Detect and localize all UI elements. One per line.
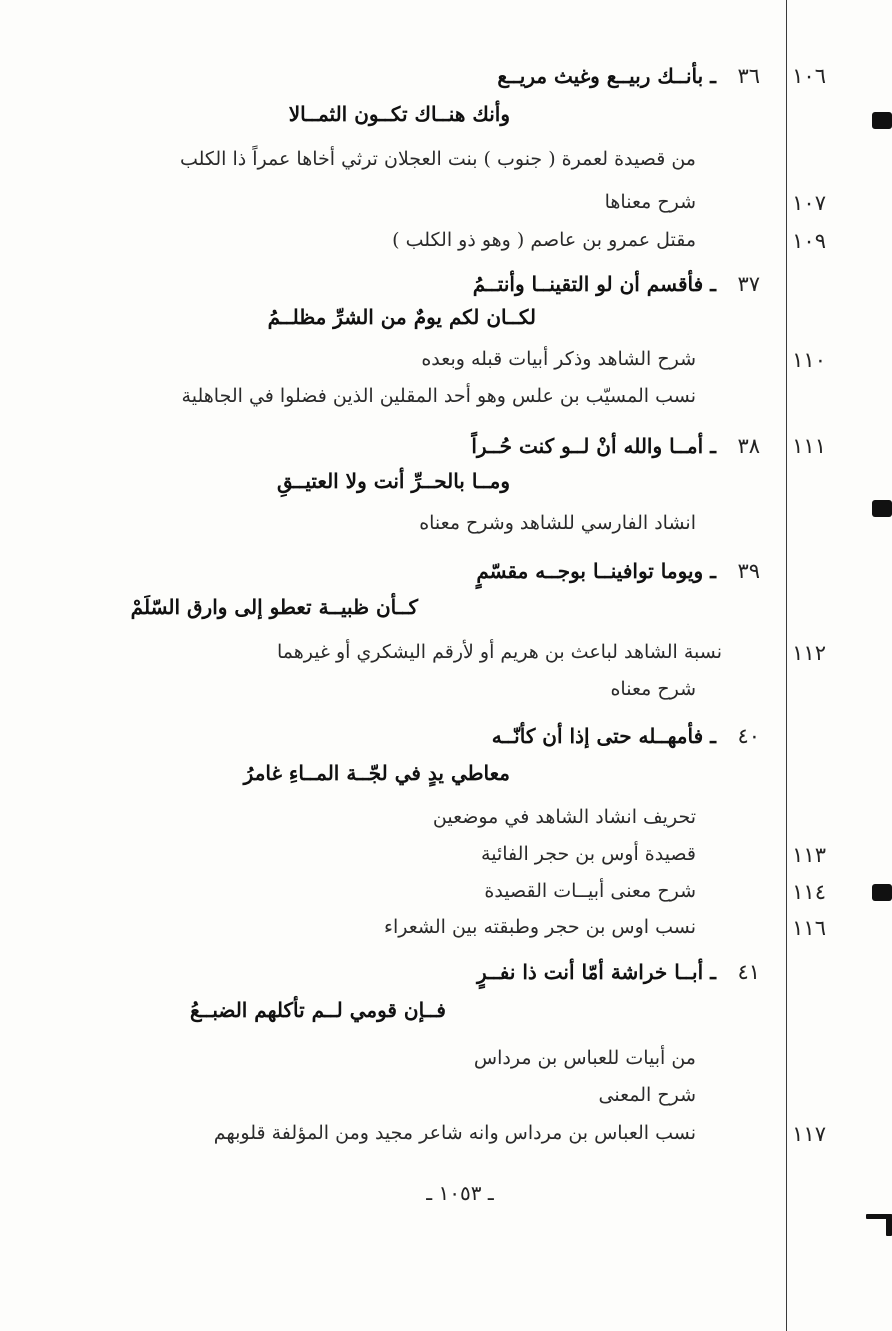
page-number: ١٠٦ bbox=[792, 64, 826, 88]
verse-line-1: ـ ويوما توافينــا بوجــه مقسّمٍ bbox=[476, 559, 716, 583]
verse-line-1: ـ بأنــك ربيــع وغيث مريــع bbox=[497, 64, 716, 88]
page-footer: ـ ١٠٥٣ ـ bbox=[426, 1181, 494, 1205]
margin-rule bbox=[786, 0, 787, 1331]
verse-line-2: لكــان لكم يومٌ من الشرِّ مظلــمُ bbox=[267, 305, 536, 329]
verse-line-2: معاطي يدٍ في لجّــة المــاءِ غامرُ bbox=[243, 761, 510, 785]
verse-line-1: ـ أمــا والله أنْ لــو كنت حُــراً bbox=[471, 434, 716, 458]
page-number: ١١٧ bbox=[792, 1122, 826, 1146]
index-line: نسبة الشاهد لباعث بن هريم أو لأرقم اليشكري أو غيرهما bbox=[277, 641, 722, 663]
index-line: شرح معنى أبيــات القصيدة bbox=[484, 880, 696, 902]
index-line: نسب اوس بن حجر وطبقته بين الشعراء bbox=[384, 916, 696, 938]
scan-mark-5 bbox=[886, 1214, 892, 1236]
scan-mark-1 bbox=[872, 112, 892, 129]
verse-number: ٣٧ bbox=[737, 272, 760, 296]
index-line: نسب المسيّب بن علس وهو أحد المقلين الذين فضلوا في الجاهلية bbox=[181, 385, 696, 407]
scan-mark-2 bbox=[872, 500, 892, 517]
verse-line-2: وأنك هنــاك تكــون الثمــالا bbox=[288, 102, 510, 126]
scan-mark-3 bbox=[872, 884, 892, 901]
verse-number: ٤١ bbox=[737, 960, 760, 984]
page-number: ١١٤ bbox=[792, 880, 826, 904]
verse-number: ٣٨ bbox=[737, 434, 760, 458]
index-line: قصيدة أوس بن حجر الفائية bbox=[481, 843, 696, 865]
page-number: ١١٠ bbox=[792, 348, 826, 372]
index-line: شرح الشاهد وذكر أبيات قبله وبعده bbox=[421, 348, 696, 370]
verse-line-2: ومــا بالحــرِّ أنت ولا العتيــقِ bbox=[276, 469, 510, 493]
index-line: من أبيات للعباس بن مرداس bbox=[473, 1047, 696, 1069]
verse-line-1: ـ فأمهــله حتى إذا أن كأنّــه bbox=[491, 724, 716, 748]
page-number: ١١٢ bbox=[792, 641, 826, 665]
verse-line-1: ـ أبــا خراشة أمّا أنت ذا نفــرٍ bbox=[476, 960, 716, 984]
verse-line-2: فــإن قومي لــم تأكلهم الضبــعُ bbox=[189, 998, 446, 1022]
verse-number: ٣٦ bbox=[737, 64, 760, 88]
verse-line-1: ـ فأقسم أن لو التقينــا وأنتــمُ bbox=[472, 272, 716, 296]
index-line: من قصيدة لعمرة ( جنوب ) بنت العجلان ترثي أخاها عمراً ذا الكلب bbox=[179, 148, 696, 170]
index-line: مقتل عمرو بن عاصم ( وهو ذو الكلب ) bbox=[392, 229, 696, 251]
verse-number: ٣٩ bbox=[737, 559, 760, 583]
index-line: شرح معناه bbox=[610, 678, 696, 700]
page-number: ١٠٧ bbox=[792, 191, 826, 215]
page-number: ١٠٩ bbox=[792, 229, 826, 253]
page-number: ١١٦ bbox=[792, 916, 826, 940]
index-line: انشاد الفارسي للشاهد وشرح معناه bbox=[419, 512, 696, 534]
page-number: ١١٣ bbox=[792, 843, 826, 867]
verse-number: ٤٠ bbox=[737, 724, 760, 748]
index-line: نسب العباس بن مرداس وانه شاعر مجيد ومن المؤلفة قلوبهم bbox=[213, 1122, 696, 1144]
page-number: ١١١ bbox=[792, 434, 826, 458]
index-line: تحريف انشاد الشاهد في موضعين bbox=[432, 806, 696, 828]
index-line: شرح معناها bbox=[604, 191, 696, 213]
index-line: شرح المعنى bbox=[598, 1084, 696, 1106]
verse-line-2: كــأن ظبيــة تعطو إلى وارق السّلَمْ bbox=[130, 595, 418, 619]
